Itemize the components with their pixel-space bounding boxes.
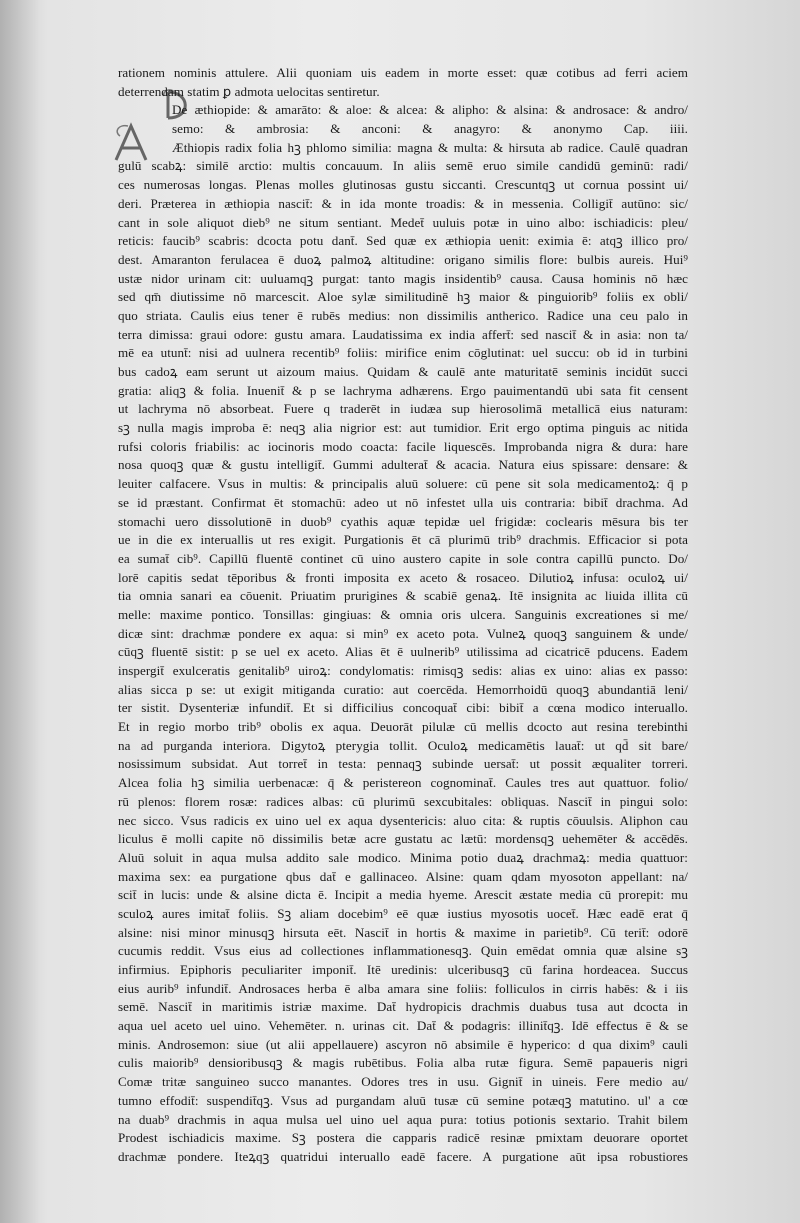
text-line: mē ea utunt̄: nisi ad uulnera recentib⁹ foliis: mirifice enim cōglutinat: uel succu: ob id in turbini <box>118 345 688 361</box>
text-line: Aluū soluit in aqua mulsa addito sale modico. Minima potio duaꝝ drachmaꝝ: media quattuor: <box>118 849 688 865</box>
text-line: na duab⁹ drachmis in aqua mulsa uel uino uel aqua pura: totius potionis sextario. Trahit bilem <box>118 1111 688 1127</box>
text-line: terra dimissa: graui odore: gustu amara. Laudatissima ex india affert̄: sed nascit̄ & in asia: non ta/ <box>118 326 688 342</box>
text-line: minis. Androsemon: siue (ut alii appellauere) ascyron nō absimile ē hyperico: d qua dixim⁹ cauli <box>118 1036 688 1052</box>
text-line: gratia: aliqꝫ & folia. Inuenit̄ & p se lachryma adhærens. Ergo pauimentandū ubi sata fit censent <box>118 382 688 398</box>
text-line: dicæ sint: drachmæ pondere ex aqua: si min⁹ ex aceto pota. Vulneꝝ quoqꝫ sanguinem & unde/ <box>118 625 688 641</box>
text-line: deterrendam statim ꝑ admota uelocitas sentiretur. <box>118 83 380 99</box>
text-line: tumno effodit̄: suspendit̄qꝫ. Vsus ad purgandam aluū tusæ cū semine potæqꝫ matutino. ul' a cœ <box>118 1092 688 1108</box>
text-line: maxima sex: ea purgatione qbus dat̄ e gallinaceo. Alsine: quam qdam myosoton appellant: na/ <box>118 868 688 884</box>
text-line: scit̄ in lucis: unde & alsine dicta ē. Incipit a media hyeme. Arescit æstate media cū prorepit: mu <box>118 887 688 903</box>
text-line: lorē capitis sedat tēporibus & fronti imposita ex aceto & rosaceo. Dilutioꝝ infusa: oculoꝝ ui/ <box>118 569 688 585</box>
text-line: semē. Nascit̄ in maritimis istriæ maxime. Dat̄ hydropicis drachmis duabus tusa aut dcocta in <box>118 999 688 1015</box>
text-line: liculus ē molli capite nō dissimilis betæ acre gustatu ac lætū: mordensqꝫ uehemēter & accēdēs. <box>118 831 688 847</box>
text-line: stomachi uero dissolutionē in duob⁹ cyathis aquæ tepidæ uel frigidæ: coclearis mēsura bis ter <box>118 513 688 529</box>
text-line: quo striata. Caulis eius tener ē rubēs medius: non dissimilis antherico. Radice una ceu palo in <box>118 307 688 323</box>
chapter-heading-line: De æthiopide: & amarāto: & aloe: & alcea: & alipho: & alsina: & androsace: & andro/ <box>172 102 688 118</box>
text-line: na ad purganda interiora. Digytoꝝ pterygia tollit. Oculoꝝ medicamētis lauat̄: ut qd̄ sit bare/ <box>118 737 688 753</box>
text-line: eius aurib⁹ infundit̄. Androsaces herba ē alba amara sine foliis: folliculos in cirris habēs: & i iis <box>118 980 688 996</box>
text-line <box>118 1167 688 1186</box>
text-line: tia omnia sanari ea cōuenit. Priuatim prurigines & scabiē genaꝝ. Itē insignita ac liuida illita cū <box>118 588 688 604</box>
text-line: inspergit̄ exulceratis genitalib⁹ uiroꝝ: condylomatis: rimisqꝫ sedis: alias ex uino: alias ex passo: <box>118 663 688 678</box>
text-line: rufsi coloris friabilis: ac iocinoris modo coacta: facile liquescēs. Improbanda nigra & dura: hare <box>118 438 688 454</box>
text-line: gulū scabꝝ: similē arctio: multis concauum. In aliis semē eruo simile candidū geminū: radi/ <box>118 158 688 174</box>
text-line: cucumis reddit. Vsus eius ad collectiones inflammationesqꝫ. Quin emēdat omnia quæ alsine sꝫ <box>118 943 688 959</box>
text-line: se id præstant. Confirmat ēt stomachū: adeo ut nō infestet ulla uis contraria: bibit̄ drachma. Ad <box>118 494 688 510</box>
text-line: drachmæ pondere. Iteꝝqꝫ quatridui interuallo eadē facere. A purgatione aūt ipsa robustiores <box>118 1148 688 1164</box>
text-line: rationem nominis attulere. Alii quoniam uis eadem in morte esset: quæ cotibus ad ferri aciem <box>118 65 688 80</box>
text-line: ue in die ex interuallis ut res exigit. Purgationis ēt cā plurimū trib⁹ drachmis. Efficacior si pota <box>118 532 688 548</box>
text-line: ut lachryma nō absorbeat. Fuere q traderēt in iudæa sup hierosolimā metallicā eius naturam: <box>118 401 688 417</box>
chapter-heading-line: semo: & ambrosia: & anconi: & anagyro: & anonymo Cap. iiii. <box>172 121 688 137</box>
text-line: rū plenos: florem rosæ: radices albas: cū plurimū sexcubitales: obliquas. Nascit̄ in pingui solo: <box>118 793 688 809</box>
text-line: leuiter calfacere. Vsus in multis: & principalis aluū soluere: cū pene sit sola medicamentoꝝ: q̄ p <box>118 476 688 492</box>
text-line: nosa quoqꝫ quæ & gustu intelligit̄. Gummi adulterat̄ & acacia. Natura eius spissare: densare: & <box>118 457 688 473</box>
page-gutter-shadow <box>0 0 40 1223</box>
text-line: melle: maxime pontico. Tonsillas: gingiuas: & omnia oris ulcera. Sanguinis excreationes si me/ <box>118 606 688 622</box>
text-line: Et in regio morbo trib⁹ obolis ex aqua. Deuorāt pilulæ cū mellis dcocto aut resina terebinthi <box>118 719 688 735</box>
text-line: Alcea folia hꝫ similia uerbenacæ: q̄ & peristereon cognominat̄. Caules tres aut quattuor. folio/ <box>118 775 688 791</box>
text-line: cūqꝫ fluentē sistit: p se uel ex aceto. Alias ēt ē uulnerib⁹ utilissima ad cicatricē pducens. Eadem <box>118 644 688 660</box>
text-line: bus cadoꝝ eam serunt ut aizoum maius. Quidam & caulē ante maturitatē seminis incidūt succi <box>118 364 688 379</box>
text-line: sculoꝝ aures imitat̄ foliis. Sꝫ aliam docebim⁹ eē quæ iustius myosotis uocet̄. Hæc eadē erat q̄ <box>118 905 688 921</box>
text-line: alias sicca p se: ut exigit mitiganda curatio: aut coercēda. Hemorrhoidū quoqꝫ abundantiā leni/ <box>118 681 688 697</box>
text-line: aqua uel aceto uel uino. Vehemēter. n. urinas cit. Dat̄ & podagris: illinit̄qꝫ. Idē effectus ē & se <box>118 1018 688 1034</box>
text-line: Prodest ischiadicis maxime. Sꝫ postera die capparis radicē resinæ pmixtam deuorare oportet <box>118 1130 688 1146</box>
text-line: nec sicco. Vsus radicis ex uino uel ex aqua dysentericis: aluo cita: & ruptis cōuulsis. Aliphon cau <box>118 812 688 828</box>
text-line: Æthiopis radix folia hꝫ phlomo similia: magna & multa: & hirsuta ab radice. Caulē quadran <box>172 139 688 155</box>
text-line: cant in sole aliquot dieb⁹ ne situm sentiant. Medet̄ uuluis potæ in uino albo: ischiadicis: pleu/ <box>118 214 688 230</box>
text-line: sed qm̄ diutissime nō marcescit. Aloe sylæ similitudinē hꝫ maior & pinguiorib⁹ foliis ex obli/ <box>118 289 688 305</box>
main-text-column <box>118 64 688 1185</box>
text-line: ustæ nidor urinam cit: uuluamqꝫ purgat: tanto magis insidentib⁹ causa. Causa hominis nō hæc <box>118 270 688 286</box>
text-line: ces numerosas longas. Plenas molles glutinosas gustu siccanti. Crescuntqꝫ ut cornua possint ui/ <box>118 177 688 193</box>
text-line: Comæ tritæ sanguineo succo manantes. Odores tres in usu. Gignit̄ in uineis. Fere medio au/ <box>118 1074 688 1090</box>
text-line: ter sistit. Dysenteriæ infundit̄. Et si difficilius concoquat̄ cibi: bibit̄ a cœna modico interuallo. <box>118 700 688 716</box>
text-line: dest. Amaranton ferulacea ē duoꝝ palmoꝝ altitudine: origano similis flore: bulbis aureis. Hui⁹ <box>118 251 688 267</box>
text-line: alsine: nisi minor minusqꝫ hirsuta eēt. Nascit̄ in hortis & maxime in parietib⁹. Cū terit̄: odorē <box>118 924 688 940</box>
text-line: infirmius. Epiphoris peculiariter imponit̄. Itē uredinis: ulceribusqꝫ cū farina hordeacea. Succus <box>118 962 688 977</box>
text-line: culis maiorib⁹ densioribusqꝫ & magis rubētibus. Folia alba rutæ figura. Semē papaueris nigri <box>118 1055 688 1071</box>
text-line: nosissimum subsidat. Aut torret̄ in testa: pennaqꝫ subinde uersat̄: ut possit æqualiter torreri. <box>118 756 688 772</box>
text-line: ea sumat̄ cib⁹. Capillū fluentē continet cū uino austero capite in sole contra capillū puncto. Do/ <box>118 550 688 566</box>
text-line: deri. Præterea in æthiopia nascit̄: & in ida monte troadis: & in messenia. Colligit̄ autūno: sic/ <box>118 195 688 211</box>
text-line: reticis: faucib⁹ scabris: dcocta potu dant̄. Sed quæ ex æthiopia uenit: eximia ē: atqꝫ illico pro/ <box>118 233 688 249</box>
text-line: sꝫ nulla magis improba ē: neqꝫ alia nigrior est: aut tumidior. Erit ergo optima pinguis ac nitida <box>118 420 688 436</box>
